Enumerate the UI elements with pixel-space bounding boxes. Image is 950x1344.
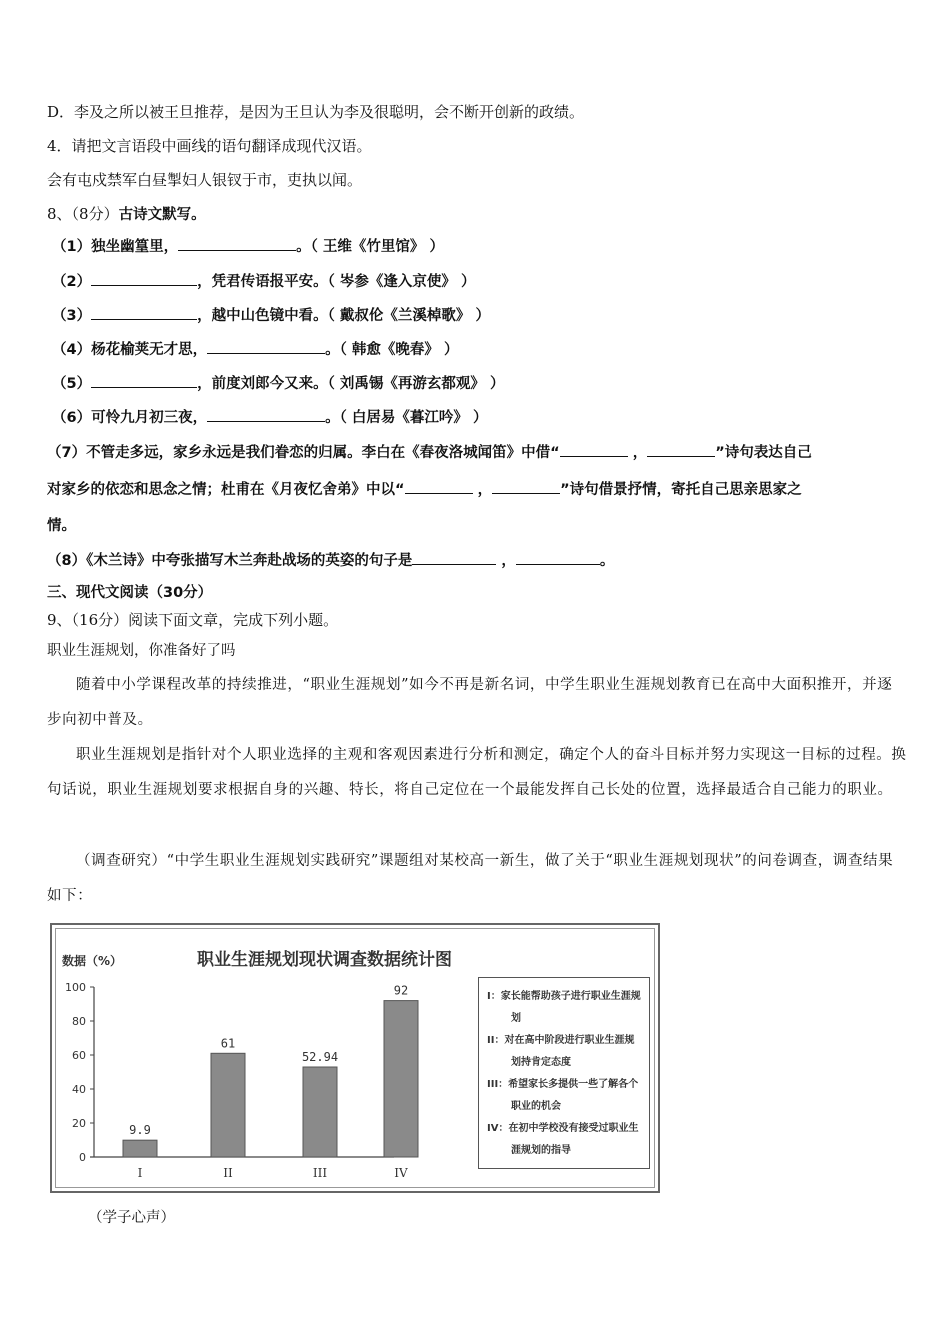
chart-legend [478, 977, 650, 1169]
question-8-heading [47, 204, 206, 225]
poem-7-line2 [47, 479, 802, 500]
question-4: 4．请把文言语段中画线的语句翻译成现代汉语。 [47, 137, 372, 155]
text: ，前度刘郎今又来。（ 刘禹锡《再游玄都观》 ） [197, 376, 505, 392]
text: （5） [52, 376, 92, 392]
y-tick-label: 60 [72, 1049, 86, 1062]
bar-II [211, 1053, 245, 1157]
poem-line-4 [52, 339, 458, 360]
text: 。（ 王维《竹里馆》 ） [296, 239, 444, 255]
y-tick-label: 20 [72, 1117, 86, 1130]
question-9: 9、（16分）阅读下面文章，完成下列小题。 [47, 611, 339, 629]
text: （1）独坐幽篁里， [52, 239, 179, 255]
option-d: D．李及之所以被王旦推荐，是因为王旦认为李及很聪明，会不断开创新的政绩。 [47, 103, 585, 121]
text: （4）杨花榆荚无才思， [52, 342, 208, 358]
x-tick-label: I [137, 1166, 143, 1180]
question-number: 8、（8分） [47, 205, 119, 223]
answer-blank[interactable] [492, 479, 560, 494]
legend-item: III：希望家长多提供一些了解各个职业的机会 [487, 1079, 639, 1112]
caption: （学子心声） [88, 1210, 175, 1226]
answer-blank[interactable] [647, 442, 715, 457]
legend-item: I：家长能帮助孩子进行职业生涯规划 [487, 991, 641, 1024]
poem-line-5 [52, 373, 504, 394]
bar-value-label: 92 [393, 983, 409, 998]
answer-blank[interactable] [412, 550, 496, 565]
question-4-text: 会有屯戍禁军白昼掣妇人银钗于市，吏执以闻。 [47, 171, 363, 189]
bar-value-label: 61 [220, 1036, 236, 1051]
text: ， [632, 445, 648, 461]
article-title: 职业生涯规划，你准备好了吗 [47, 643, 236, 659]
legend-item: IV：在初中学校没有接受过职业生涯规划的指导 [487, 1123, 639, 1156]
answer-blank[interactable] [560, 442, 628, 457]
y-tick-label: 0 [79, 1151, 86, 1164]
answer-blank[interactable] [207, 339, 325, 354]
bar-III [303, 1067, 337, 1157]
chart-title: 职业生涯规划现状调查数据统计图 [197, 950, 452, 970]
poem-7-line3: 情。 [47, 518, 76, 534]
poem-7-line1 [47, 442, 812, 463]
text: ， [477, 482, 493, 498]
bar-value-label: 52.94 [301, 1050, 339, 1065]
section-3-heading: 三、现代文阅读（30分） [47, 585, 213, 601]
y-tick-label: 40 [72, 1083, 86, 1096]
text: 。（ 白居易《暮江吟》 ） [325, 410, 488, 426]
x-tick-label: II [223, 1166, 233, 1180]
y-tick-label: 80 [72, 1015, 86, 1028]
poem-line-1 [52, 236, 444, 257]
answer-blank[interactable] [207, 407, 325, 422]
text: 。（ 韩愈《晚春》 ） [325, 342, 459, 358]
legend-item: II：对在高中阶段进行职业生涯规划持肯定态度 [487, 1035, 635, 1068]
bar-value-label: 9.9 [129, 1123, 151, 1138]
paragraph: （调查研究）“中学生职业生涯规划实践研究”课题组对某校高一新生，做了关于“职业生涯规划现状”的问卷调查，调查结果如下： [47, 853, 894, 904]
bar-I [123, 1140, 157, 1157]
y-axis-label: 数据（%） [62, 954, 123, 968]
answer-blank[interactable] [178, 236, 296, 251]
answer-blank[interactable] [405, 479, 473, 494]
bar-IV [384, 1001, 418, 1157]
answer-blank[interactable] [91, 305, 197, 320]
text: ，越中山色镜中看。（ 戴叔伦《兰溪棹歌》 ） [197, 308, 490, 324]
text: （3） [52, 308, 92, 324]
text: ”诗句表达自己 [715, 445, 812, 461]
text: （6）可怜九月初三夜， [52, 410, 208, 426]
paragraph: 职业生涯规划是指针对个人职业选择的主观和客观因素进行分析和测定，确定个人的奋斗目标并努力实现这一目标的过程。换句话说，职业生涯规划要求根据自身的兴趣、特长，将自己定位在一个最能发挥自己长处的位置，选择最适合自己能力的职业。 [47, 747, 907, 798]
paragraph: 随着中小学课程改革的持续推进，“职业生涯规划”如今不再是新名词，中学生职业生涯规划教育已在高中大面积推开，并逐步向初中普及。 [47, 677, 893, 728]
bar-chart [50, 923, 660, 1193]
question-title: 古诗文默写。 [118, 207, 206, 223]
answer-blank[interactable] [91, 373, 197, 388]
x-tick-label: IV [394, 1166, 408, 1180]
text: ， [501, 553, 516, 569]
poem-line-2 [52, 271, 475, 292]
text: ”诗句借景抒情，寄托自己思亲思家之 [560, 482, 802, 498]
text: 。 [599, 553, 615, 569]
answer-blank[interactable] [91, 271, 197, 286]
answer-blank[interactable] [516, 550, 600, 565]
poem-line-6 [52, 407, 487, 428]
poem-8 [47, 550, 614, 571]
text: （7）不管走多远，家乡永远是我们眷恋的归属。李白在《春夜洛城闻笛》中借“ [47, 445, 560, 461]
poem-line-3 [52, 305, 490, 326]
y-tick-label: 100 [65, 981, 86, 994]
text: 对家乡的依恋和思念之情；杜甫在《月夜忆舍弟》中以“ [47, 482, 405, 498]
text: （2） [52, 274, 92, 290]
text: （8）《木兰诗》中夸张描写木兰奔赴战场的英姿的句子是 [47, 553, 413, 569]
text: ，凭君传语报平安。（ 岑参《逢入京使》 ） [197, 274, 476, 290]
x-tick-label: III [312, 1166, 328, 1180]
